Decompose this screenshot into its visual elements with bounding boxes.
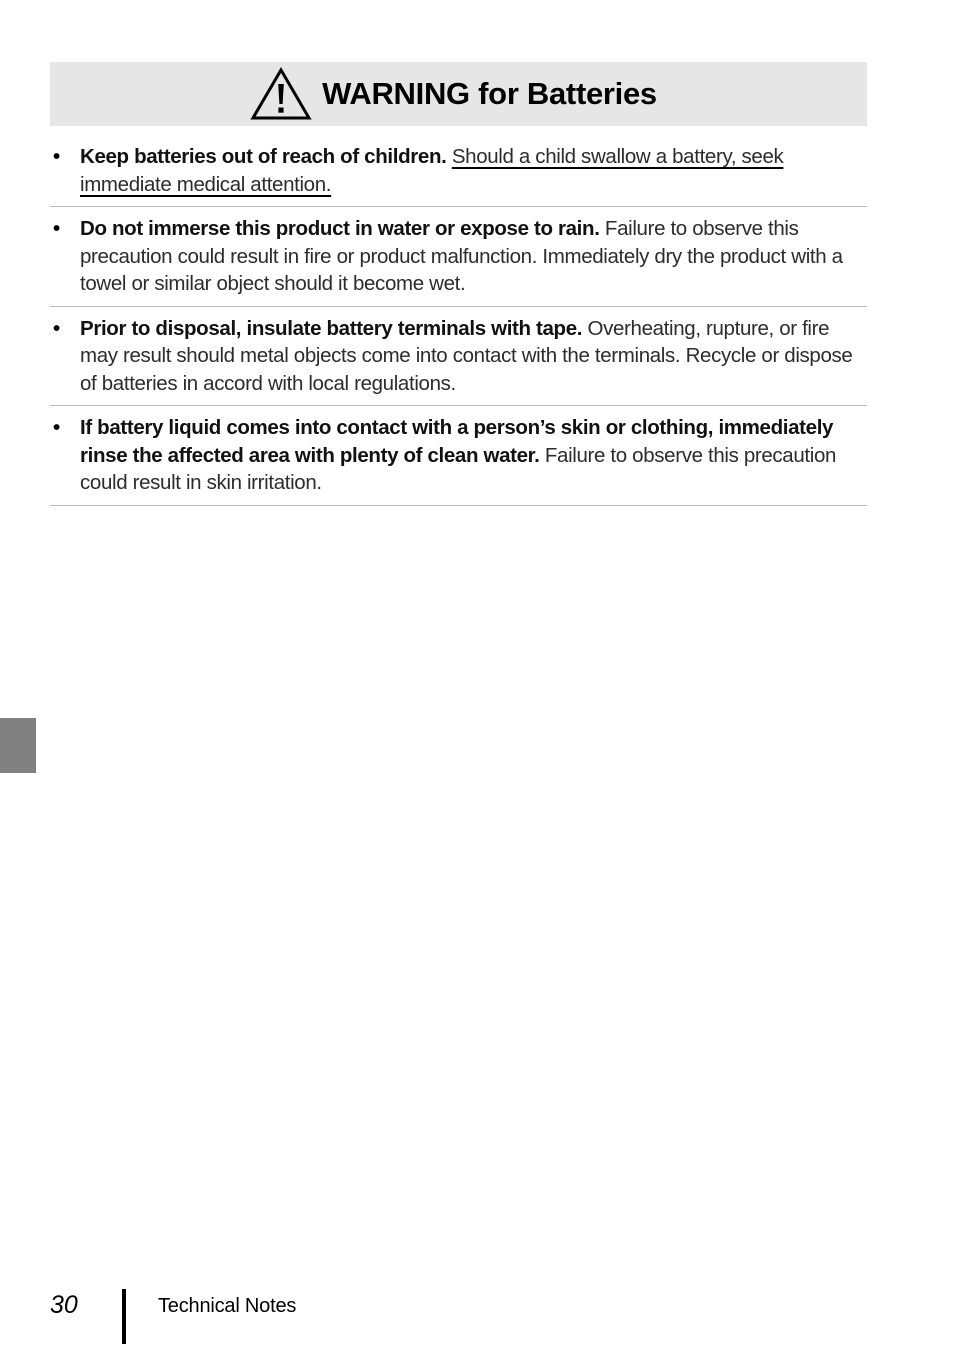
item-body-text: Overheating, rupture, or fire may result should metal objects come into contact with the terminals. Recycle or dispose of batteries in accord with local regulations.: [80, 316, 853, 395]
item-lead-text: Keep batteries out of reach of children.: [80, 145, 447, 168]
warning-banner-content: [250, 67, 657, 121]
item-lead-text: Prior to disposal, insulate battery terminals with tape.: [80, 316, 583, 340]
item-body-text: Should a child swallow a battery, seek immediate medical attention.: [80, 145, 784, 196]
warning-banner: [50, 62, 867, 126]
warning-triangle-icon: [250, 67, 312, 121]
bullet: •: [53, 316, 60, 340]
list-item: [50, 414, 867, 506]
list-item: [50, 143, 867, 207]
footer-divider: [122, 1289, 126, 1344]
list-item: [50, 215, 867, 307]
item-body-text: Failure to observe this precaution could result in fire or product malfunction. Immediately dry the product with a towel or similar object should it become wet.: [80, 217, 843, 295]
list-item: [50, 315, 867, 407]
item-lead-text: If battery liquid comes into contact with a person’s skin or clothing, immediately rinse the affected area with plenty of clean water.: [80, 416, 834, 467]
bullet: •: [53, 217, 60, 240]
item-lead-text: Do not immerse this product in water or expose to rain.: [80, 217, 600, 240]
warning-list: [50, 143, 867, 514]
bullet: •: [53, 416, 60, 439]
section-tab-marker: [0, 718, 36, 773]
item-body-text: Failure to observe this precaution could result in skin irritation.: [80, 443, 837, 494]
page-number: 30: [50, 1291, 78, 1319]
footer-section-title: Technical Notes: [158, 1295, 297, 1317]
page-title: WARNING for Batteries: [322, 76, 657, 111]
bullet: •: [53, 145, 60, 168]
